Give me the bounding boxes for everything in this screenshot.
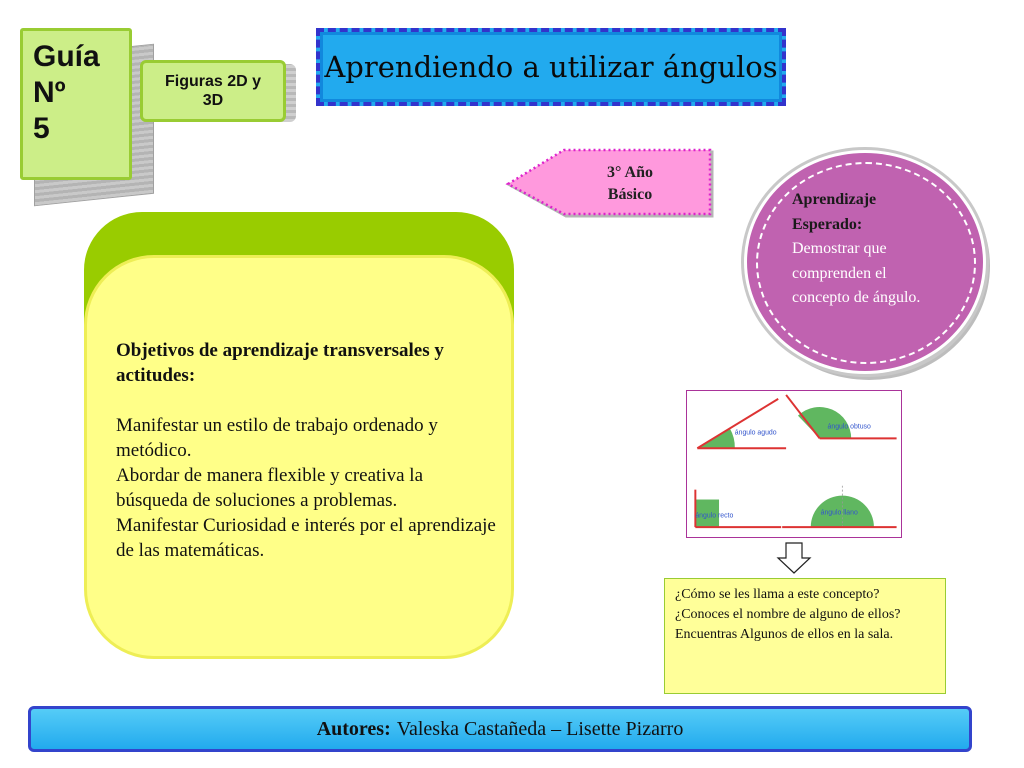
- figuras-label: Figuras 2D y 3D: [164, 73, 262, 109]
- acute-angle-figure: [697, 399, 786, 448]
- objective-item-3: Manifestar Curiosidad e interés por el aprendizaje de las matemáticas.: [116, 515, 496, 561]
- objectives-heading: Objetivos de aprendizaje transversales y actitudes:: [116, 340, 444, 386]
- authors-footer: [28, 706, 972, 752]
- guia-line-3: 5: [33, 112, 50, 145]
- label-llano: ángulo llano: [820, 509, 858, 517]
- grade-line-2: Básico: [607, 186, 653, 203]
- questions-box: [664, 578, 946, 694]
- grade-text: [560, 162, 700, 206]
- objective-item-2: Abordar de manera flexible y creativa la búsqueda de soluciones a problemas.: [116, 465, 424, 511]
- right-angle-figure: [695, 490, 781, 527]
- guia-box: [20, 28, 132, 180]
- straight-angle-figure: [782, 486, 896, 527]
- figuras-box: [140, 60, 286, 122]
- grade-line-1: 3° Año: [607, 164, 653, 181]
- question-line-2: ¿Conoces el nombre de alguno de ellos?: [675, 607, 901, 622]
- label-obtuso: ángulo obtuso: [827, 423, 871, 431]
- question-line-1: ¿Cómo se les llama a este concepto?: [675, 587, 880, 602]
- question-line-3: Encuentras Algunos de ellos en la sala.: [675, 627, 894, 642]
- label-agudo: ángulo agudo: [734, 429, 777, 437]
- aprendizaje-heading: Aprendizaje Esperado:: [792, 191, 877, 233]
- page-title: Aprendiendo a utilizar ángulos: [324, 50, 778, 84]
- label-recto: ángulo recto: [695, 512, 734, 520]
- objectives-text: [116, 338, 496, 563]
- angles-illustration: [686, 390, 902, 538]
- aprendizaje-body: Demostrar que comprenden el concepto de ángulo.: [792, 240, 921, 306]
- title-banner: [316, 28, 786, 106]
- aprendizaje-text: [792, 188, 942, 311]
- guia-line-1: Guía: [33, 40, 100, 73]
- authors-names: Valeska Castañeda – Lisette Pizarro: [396, 717, 684, 740]
- obtuse-angle-figure: [786, 395, 896, 438]
- down-arrow-icon: [776, 542, 812, 574]
- guia-line-2: Nº: [33, 76, 66, 109]
- objective-item-1: Manifestar un estilo de trabajo ordenado y metódico.: [116, 415, 438, 461]
- authors-label: Autores:: [316, 717, 391, 740]
